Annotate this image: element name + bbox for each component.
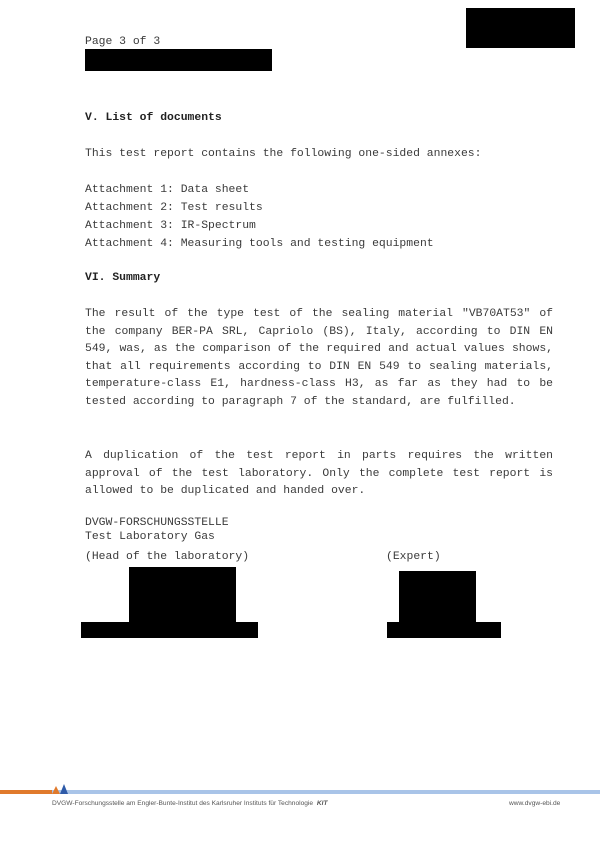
expert-role: (Expert) bbox=[386, 551, 441, 563]
duplication-paragraph: A duplication of the test report in parts requires the written approval of the test laboratory. Only the complete test report is allowed to be duplicated and handed over. bbox=[85, 450, 553, 497]
head-of-lab-role: (Head of the laboratory) bbox=[85, 551, 250, 563]
attachment-item: Attachment 1: Data sheet bbox=[85, 184, 250, 196]
organization-block bbox=[85, 516, 229, 544]
footer-institute: DVGW-Forschungsstelle am Engler-Bunte-Institut des Karlsruher Instituts für Technologie bbox=[52, 800, 314, 807]
section-v-heading: V. List of documents bbox=[85, 112, 222, 124]
dvgw-logo-mark-blue bbox=[60, 784, 68, 794]
footer-bar-graphic bbox=[0, 782, 600, 796]
attachment-item: Attachment 4: Measuring tools and testing equipment bbox=[85, 238, 434, 250]
footer-left-text bbox=[52, 800, 328, 807]
footer-website: www.dvgw-ebi.de bbox=[509, 800, 561, 807]
redacted-name-right bbox=[387, 622, 501, 638]
kit-logo: KIT bbox=[316, 800, 328, 807]
organization-subtitle: Test Laboratory Gas bbox=[85, 531, 215, 543]
section-v-intro: This test report contains the following one-sided annexes: bbox=[85, 148, 482, 160]
footer-band bbox=[0, 782, 600, 796]
footer-accent-bar bbox=[0, 790, 52, 794]
summary-paragraph: The result of the type test of the sealing material "VB70AT53" of the company BER-PA SRL, Capriolo (BS), Italy, according to DIN EN 549, was, as the comparison of the required and actual values shows, that all requirements according to DIN EN 549 to sealing materials, temperature-class E1, hardness-class H3, as far as they had to be tested according to paragraph 7 of the standard, are fulfilled. bbox=[85, 308, 553, 408]
redacted-logo bbox=[466, 8, 575, 48]
attachment-item: Attachment 3: IR-Spectrum bbox=[85, 220, 256, 232]
redacted-signature-right bbox=[399, 571, 476, 623]
redacted-reference bbox=[85, 49, 272, 71]
page-number: Page 3 of 3 bbox=[85, 36, 161, 48]
attachment-list bbox=[85, 181, 434, 253]
attachment-item: Attachment 2: Test results bbox=[85, 202, 263, 214]
redacted-signature-left bbox=[129, 567, 236, 623]
footer-blue-bar bbox=[52, 790, 600, 794]
section-vi-heading: VI. Summary bbox=[85, 272, 161, 284]
redacted-name-left bbox=[81, 622, 258, 638]
organization-name: DVGW-FORSCHUNGSSTELLE bbox=[85, 517, 229, 529]
